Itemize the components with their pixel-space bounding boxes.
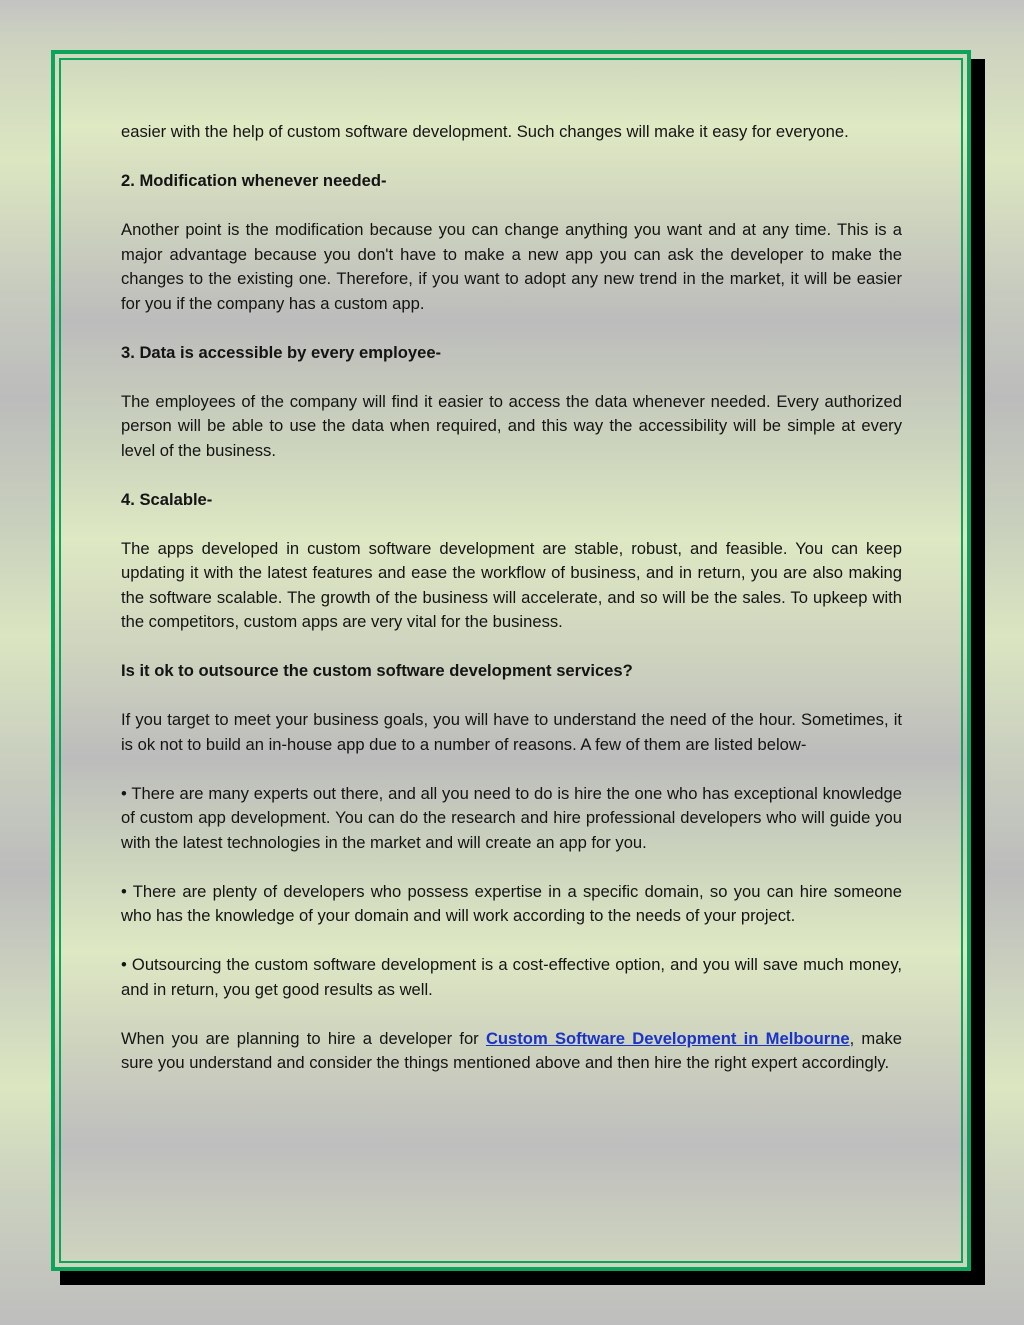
bullet-cost-effective: • Outsourcing the custom software development is a cost-effective option, and you will save much money, and in return, you get good results as well. [121, 955, 902, 999]
heading-modification: 2. Modification whenever needed- [121, 171, 387, 190]
heading-outsource-question: Is it ok to outsource the custom software development services? [121, 661, 633, 680]
paragraph-continuation: easier with the help of custom software development. Such changes will make it easy for everyone. [121, 122, 849, 141]
paragraph-scalable: The apps developed in custom software development are stable, robust, and feasible. You can keep updating it with the latest features and ease the workflow of business, and in return, you are also making the software scalable. The growth of the business will accelerate, and so will be the sales. To upkeep with the competitors, custom apps are very vital for the business. [121, 538, 902, 631]
paragraph-data-accessible: The employees of the company will find it easier to access the data whenever needed. Every authorized person will be able to use the data when required, and this way the accessibility will be simple at every level of the business. [121, 391, 902, 460]
heading-scalable: 4. Scalable- [121, 489, 213, 509]
custom-software-melbourne-link[interactable]: Custom Software Development in Melbourne [485, 1028, 850, 1048]
heading-data-accessible: 3. Data is accessible by every employee- [121, 342, 442, 362]
paragraph-modification: Another point is the modification because you can change anything you want and at any time. This is a major advantage because you don't have to make a new app you can ask the developer to make the changes to the existing one. Therefore, if you want to adopt any new trend in the market, it will be easier for you if the company has a custom app. [121, 220, 902, 313]
paragraph-outsource-intro: If you target to meet your business goals, you will have to understand the need of the hour. Sometimes, it is ok not to build an in-house app due to a number of reasons. A few of them are listed below- [121, 710, 902, 754]
bullet-experts: • There are many experts out there, and all you need to do is hire the one who has exceptional knowledge of custom app development. You can do the research and hire professional developers who will guide you with the latest technologies in the market and will create an app for you. [121, 783, 902, 852]
closing-text-after-link: , make sure you understand and consider the things mentioned above and then hire the right expert accordingly. [121, 1028, 902, 1072]
document-body [121, 120, 902, 1100]
bullet-domain-expertise: • There are plenty of developers who possess expertise in a specific domain, so you can hire someone who has the knowledge of your domain and will work according to the needs of your project. [121, 881, 902, 925]
paragraph-closing [121, 1027, 902, 1076]
closing-text-before-link: When you are planning to hire a developer for [121, 1028, 486, 1048]
